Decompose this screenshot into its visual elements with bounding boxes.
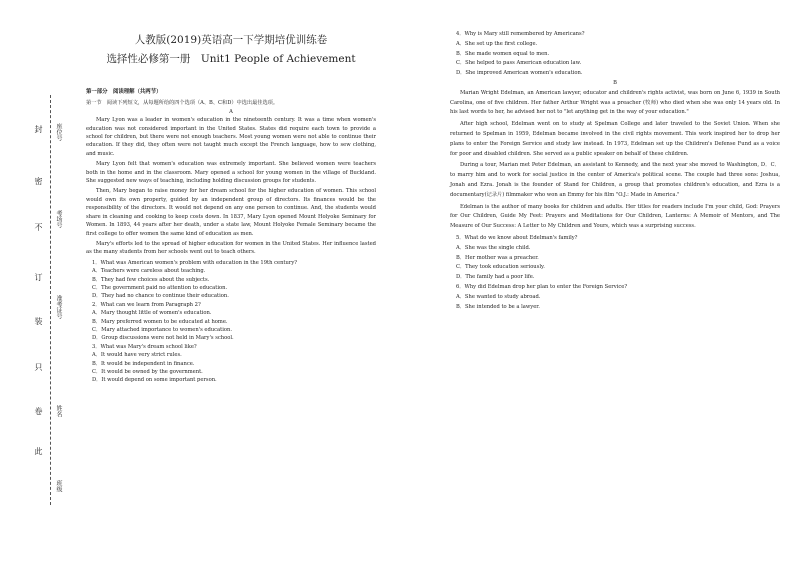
name-field: 姓名 bbox=[55, 405, 62, 417]
right-column bbox=[450, 30, 780, 312]
question-stem: 1．What was American women's problem with education in the 19th century? bbox=[92, 259, 298, 266]
passage-paragraph: Mary's efforts led to the spread of higher education for women in the United States. Her influence lasted as the many students from her schools went out to teach others. bbox=[86, 240, 376, 256]
answer-option: A．She was the single child. bbox=[456, 244, 531, 251]
admission-number-field: 准考证号 bbox=[55, 295, 62, 319]
answer-option: D．The family had a poor life. bbox=[456, 274, 535, 281]
binding-char: 封 bbox=[34, 125, 43, 133]
answer-option: C．She helped to pass American education law. bbox=[456, 60, 582, 67]
answer-option: D．They had no chance to continue their education. bbox=[92, 293, 229, 300]
answer-option: A．Teachers were careless about teaching. bbox=[92, 268, 206, 275]
answer-option: C．The government paid no attention to education. bbox=[92, 284, 228, 291]
page-title: 人教版(2019)英语高一下学期培优训练卷 bbox=[134, 34, 328, 46]
answer-option: B．Mary preferred women to be educated at home. bbox=[92, 318, 228, 325]
passage-b-label: B bbox=[613, 79, 617, 86]
answer-option: B．She made women equal to men. bbox=[456, 50, 550, 57]
passage-paragraph: Mary Lyon felt that women's education was extremely important. She believed women were teachers both in the home and in the classroom. Mary opened a school for young women in the village of Buckland. She suggested new ways of teaching, including holding discussion groups for students. bbox=[86, 161, 376, 185]
answer-option: C．They took education seriously. bbox=[456, 264, 545, 271]
question-stem: 4．Why is Mary still remembered by Americans? bbox=[456, 31, 585, 37]
binding-char: 只 bbox=[34, 363, 43, 371]
passage-paragraph: Mary Lyon was a leader in women's education in the nineteenth century. It was a time when women's education was not considered important in the United States. States did require each town to provide a school for children, but there were not enough teachers. Most young women were not able to continue their education. If they did, they often were not taught much except the French language, how to sew clothing, and music. bbox=[86, 117, 376, 157]
answer-option: D．Group discussions were not held in Mary's school. bbox=[92, 335, 234, 342]
answer-option: B．Her mother was a preacher. bbox=[456, 254, 539, 261]
answer-option: D．It would depend on some important person. bbox=[92, 377, 217, 384]
class-field: 班级 bbox=[55, 480, 62, 492]
passage-a-label: A bbox=[229, 108, 233, 115]
left-column bbox=[86, 30, 376, 385]
passage-paragraph: During a tour, Marian met Peter Edelman, an assistant to Kennedy, and the next year she moved to Washington, D．C．to marry him and to work for social justice in the center of America's political scene. The couple had three sons: Joshua, Jonah and Ezra. Jonah is the founder of Stand for Children, a group that promotes children's education, and Ezra is a documentary(记录片) filmmaker who won an Emmy for his film "O.J.: Made in America." bbox=[450, 162, 780, 198]
answer-option: C．It would be owned by the government. bbox=[92, 369, 203, 375]
answer-option: B．She intended to be a lawyer. bbox=[456, 303, 540, 310]
binding-margin bbox=[28, 95, 68, 505]
question-stem: 2．What can we learn from Paragraph 2? bbox=[92, 301, 201, 308]
binding-char: 不 bbox=[34, 223, 43, 231]
question-stem: 6．Why did Edelman drop her plan to enter the Foreign Service? bbox=[456, 283, 628, 290]
answer-option: A．Mary thought little of women's education. bbox=[92, 310, 212, 317]
question-stem: 3．What was Mary's dream school like? bbox=[92, 343, 197, 350]
page-subtitle: 选择性必修第一册 Unit1 People of Achievement bbox=[106, 53, 356, 65]
passage-paragraph: Edelman is the author of many books for children and adults. Her titles for readers include I'm your child, God: Prayers for Our Children, Guide My Feet: Prayers and Meditations for Our Children, Lanterns: A Memoir of Mentors, and The Measure of Our Success: A Letter to My Children and Yours, which was a surprising success. bbox=[450, 203, 780, 230]
answer-option: A．It would have very strict rules. bbox=[92, 352, 182, 359]
binding-char: 此 bbox=[34, 447, 43, 455]
seat-number-field: 座位号 bbox=[55, 123, 62, 141]
answer-option: B．They had few choices about the subjects. bbox=[92, 276, 210, 283]
passage-paragraph: Then, Mary began to raise money for her dream school for the higher education of women. This school would own its own property, guided by an independent group of directors. Its finances would be the responsibility of the directors. It would not depend on any one person to continue. And, the students would share in cleaning and cooking to keep costs down. In 1837, Mary Lyon opened Mount Holyoke Seminary for Women. In 1893, 44 years after her death, under a state law, Mount Holyoke Female Seminary became the first college to offer women the same kind of education as men. bbox=[86, 188, 376, 237]
binding-char: 卷 bbox=[34, 407, 43, 415]
question-stem: 5．What do we know about Edelman's family? bbox=[456, 234, 578, 241]
binding-char: 装 bbox=[34, 317, 43, 325]
binding-char: 密 bbox=[34, 177, 43, 185]
answer-option: A．She set up the first college. bbox=[456, 40, 538, 47]
answer-option: A．She wanted to study abroad. bbox=[456, 293, 541, 300]
binding-dashed-line bbox=[50, 95, 51, 505]
passage-paragraph: After high school, Edelman went on to study at Spelman College and later traveled to the Soviet Union. When she returned to Spelman in 1959, Edelman became involved in the civil rights movement. This work inspired her to drop her plans to enter the Foreign Service and study law instead. In 1973, Edelman set up the Children's Defense Fund as a voice for poor and disabled children. She served as a public speaker on behalf of these children. bbox=[450, 121, 780, 157]
section-instructions: 第一节 阅读下列短文，从每题所给的四个选项（A、B、C和D）中选出最佳选项。 bbox=[86, 100, 279, 107]
passage-paragraph: Marian Wright Edelman, an American lawyer, educator and children's rights activist, was born on June 6, 1939 in South Carolina, one of five children. Her father Arthur Wright was a preacher (牧师) who died when she was only 14 years old. In his last words to her, he advised her not to "let anything get in the way of your education." bbox=[450, 89, 780, 116]
answer-option: C．Mary attached importance to women's education. bbox=[92, 326, 232, 333]
answer-option: B．It would be independent in finance. bbox=[92, 360, 195, 367]
binding-char: 订 bbox=[34, 273, 43, 281]
answer-option: D．She improved American women's education. bbox=[456, 70, 583, 77]
exam-room-field: 考场号 bbox=[55, 210, 62, 228]
section-title: 第一部分 阅读理解（共两节） bbox=[86, 89, 162, 95]
